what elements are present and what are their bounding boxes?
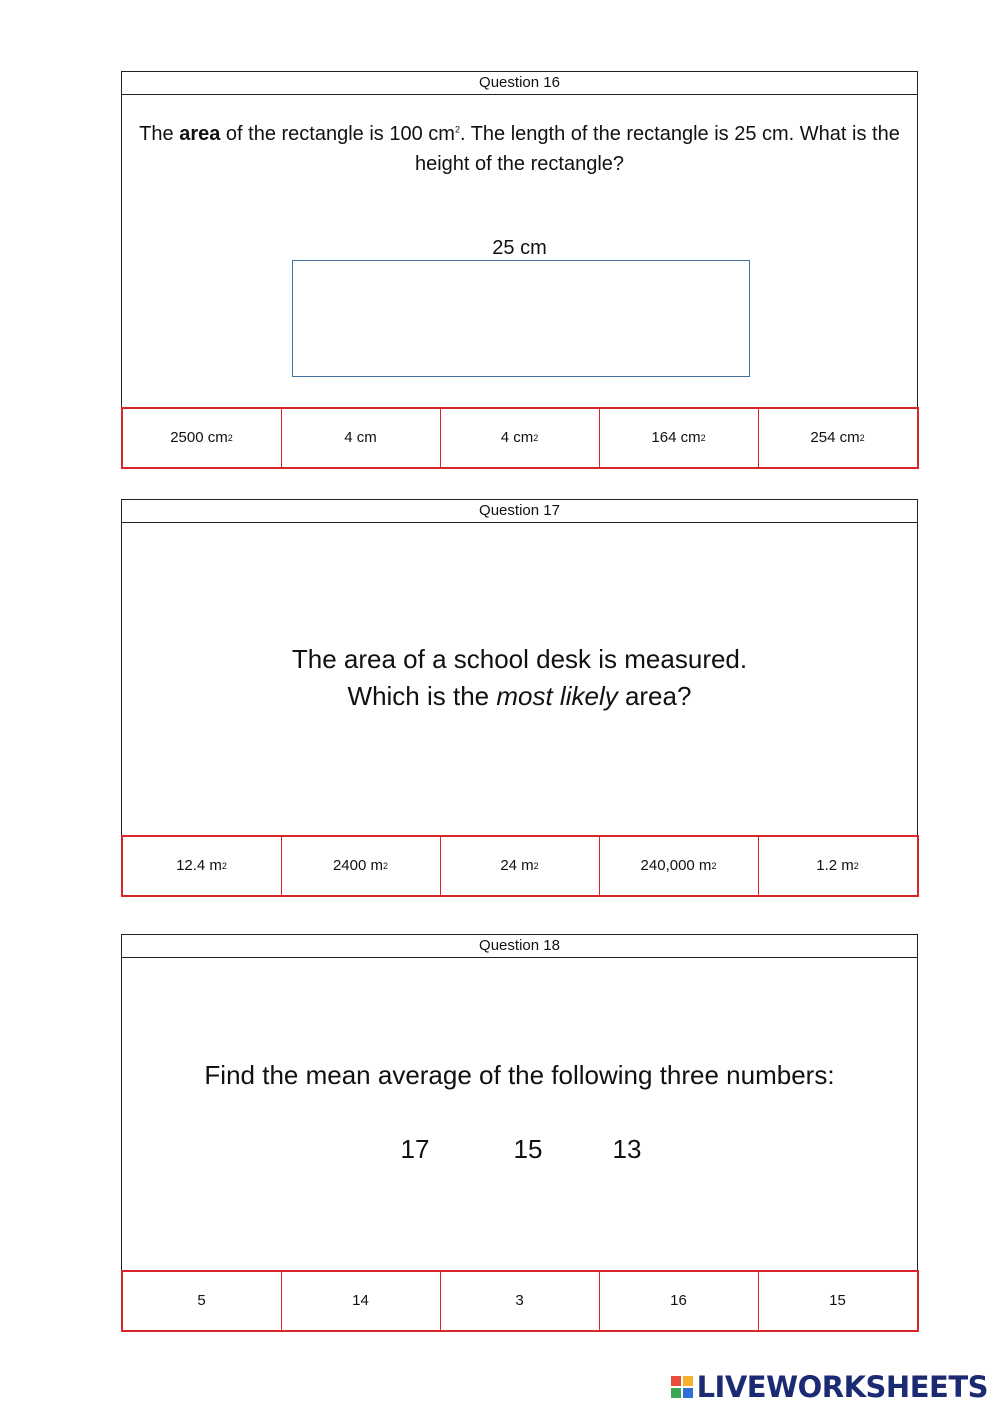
answer-option[interactable]: 15: [829, 1292, 846, 1309]
question-17-card: [121, 499, 918, 896]
rectangle-length-label: 25 cm: [492, 237, 547, 259]
question-18-card: [121, 934, 918, 1331]
number-item: 17: [400, 1134, 430, 1164]
question-16-card: [121, 71, 918, 468]
brand-name: LIVEWORKSHEETS: [696, 1370, 988, 1404]
area-bold: area: [179, 123, 221, 145]
most-likely-emphasis: most likely: [496, 681, 618, 711]
answer-option[interactable]: 14: [282, 1272, 441, 1330]
question-17-text: The area of a school desk is measured. Which is the most likely area?: [291, 644, 748, 711]
question-16-text: The area of the rectangle is 100 $cm^2$. The length of the rectangle is 25 cm. What is the height of the rectangle?: [139, 123, 900, 175]
liveworksheets-logo-icon: [671, 1376, 693, 1398]
answer-option[interactable]: 4 cm: [282, 409, 441, 467]
question-17-options: [121, 835, 919, 897]
number-item: 15: [513, 1134, 543, 1164]
answer-option[interactable]: 24 m 2: [441, 837, 600, 895]
answer-option[interactable]: 2400 m 2: [282, 837, 441, 895]
question-16-options: [121, 407, 919, 469]
answer-option[interactable]: 3: [441, 1272, 600, 1330]
number-item: 13: [612, 1134, 642, 1164]
answer-option[interactable]: 1.2 m 2: [816, 857, 859, 874]
question-17-header: Question 17: [122, 500, 917, 523]
liveworksheets-logo: [671, 1370, 988, 1404]
answer-option[interactable]: 254 cm 2: [810, 429, 865, 446]
question-18-text: Find the mean average of the following three numbers:: [204, 1060, 835, 1090]
answer-option[interactable]: 5: [123, 1272, 282, 1330]
question-16-header: Question 16: [122, 72, 917, 95]
answer-option[interactable]: 240,000 m 2: [600, 837, 759, 895]
answer-option[interactable]: 2500 cm 2: [123, 409, 282, 467]
answer-option[interactable]: 12.4 m 2: [123, 837, 282, 895]
question-18-header: Question 18: [122, 935, 917, 958]
question-18-options: [121, 1270, 919, 1332]
answer-option[interactable]: 164 cm 2: [600, 409, 759, 467]
answer-option[interactable]: 4 cm 2: [441, 409, 600, 467]
answer-option[interactable]: 16: [600, 1272, 759, 1330]
rectangle-diagram: [292, 260, 750, 377]
